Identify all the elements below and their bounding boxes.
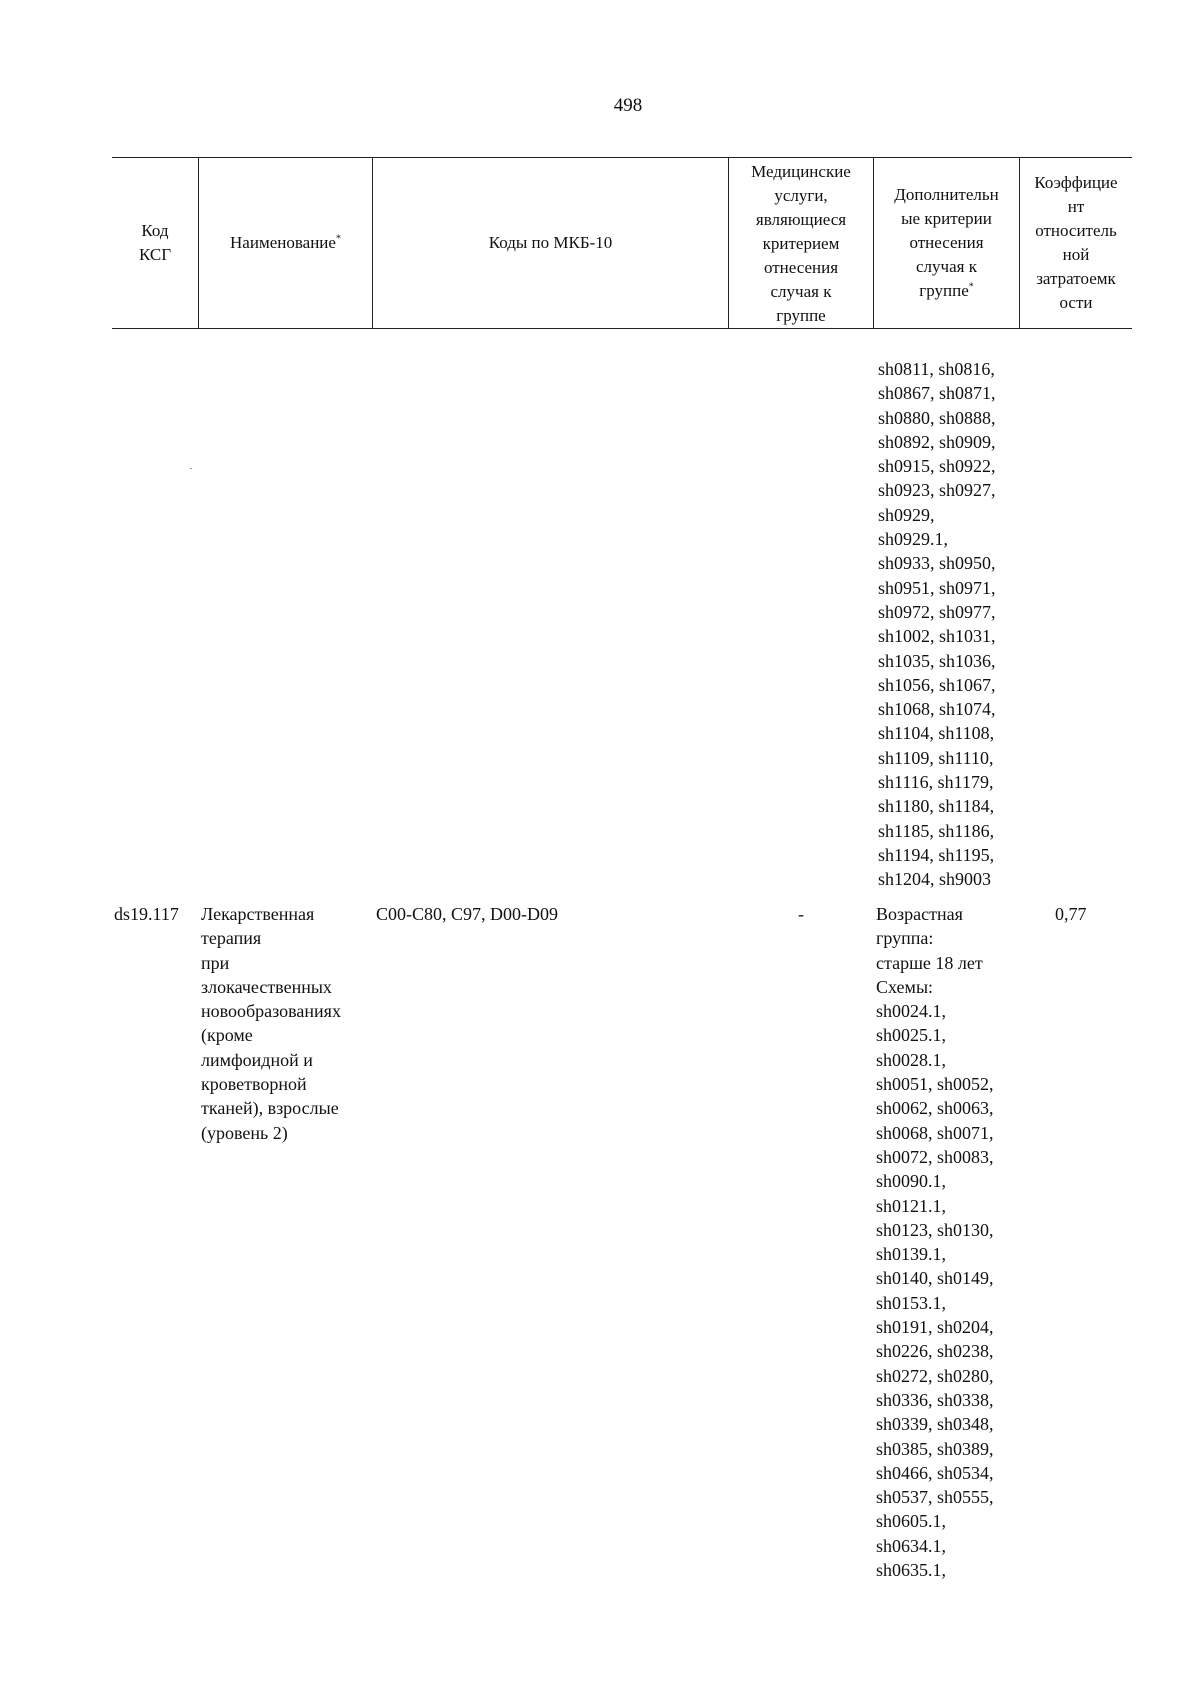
criteria-line: группа:: [876, 928, 934, 949]
row-name-line: злокачественных: [201, 976, 332, 997]
header-services-line: критерием: [762, 234, 840, 253]
criteria-line: sh1104, sh1108,: [878, 723, 995, 744]
criteria-line: sh0339, sh0348,: [876, 1414, 994, 1435]
criteria-line: sh0072, sh0083,: [876, 1146, 994, 1167]
criteria-line: sh0537, sh0555,: [876, 1487, 994, 1508]
row-name-line: терапия: [201, 928, 262, 949]
row-coefficient: 0,77: [1055, 904, 1087, 924]
row-name: [201, 902, 341, 1145]
row-icd: C00-C80, C97, D00-D09: [376, 904, 559, 924]
criteria-line: sh0466, sh0534,: [876, 1462, 994, 1483]
criteria-line: sh0191, sh0204,: [876, 1317, 994, 1338]
criteria-line: Возрастная: [876, 904, 963, 924]
criteria-line: sh0051, sh0052,: [876, 1074, 994, 1095]
criteria-line: sh0972, sh0977,: [878, 601, 996, 622]
criteria-line: sh1180, sh1184,: [878, 796, 995, 817]
header-criteria-line: Дополнительн: [894, 185, 999, 204]
criteria-line: sh0272, sh0280,: [876, 1365, 994, 1386]
header-services-line: являющиеся: [755, 210, 847, 229]
criteria-line: sh0068, sh0071,: [876, 1122, 994, 1143]
criteria-line: sh0024.1,: [876, 1001, 947, 1022]
row-name-line: (уровень 2): [201, 1122, 288, 1143]
row-name-line: при: [201, 952, 230, 973]
row-criteria: [876, 902, 994, 1582]
criteria-line: sh1185, sh1186,: [878, 820, 995, 841]
header-services-line: услуги,: [774, 186, 828, 205]
header-criteria-line: случая к: [916, 257, 977, 276]
row-name-line: лимфоидной и: [201, 1049, 313, 1070]
row-name-line: новообразованиях: [201, 1001, 341, 1022]
criteria-line: sh0635.1,: [876, 1560, 947, 1581]
row-name-line: тканей), взрослые: [201, 1098, 339, 1119]
criteria-line: sh0605.1,: [876, 1511, 947, 1532]
criteria-line: sh0121.1,: [876, 1195, 947, 1216]
header-services-line: группе: [776, 306, 826, 325]
header-services-line: отнесения: [763, 258, 839, 277]
header-code: Код КСГ: [138, 221, 172, 264]
criteria-line: sh1116, sh1179,: [878, 772, 994, 793]
criteria-line: sh0385, sh0389,: [876, 1438, 994, 1459]
criteria-line: sh0090.1,: [876, 1171, 947, 1192]
header-services-line: Медицинские: [751, 162, 851, 181]
criteria-line: sh0226, sh0238,: [876, 1341, 994, 1362]
criteria-line: sh0025.1,: [876, 1025, 947, 1046]
criteria-line: sh1035, sh1036,: [878, 650, 996, 671]
criteria-line: sh1068, sh1074,: [878, 699, 996, 720]
criteria-line: sh0123, sh0130,: [876, 1219, 994, 1240]
page-number: 498: [613, 95, 643, 116]
stray-mark: [190, 468, 192, 469]
criteria-line: sh0028.1,: [876, 1049, 947, 1070]
header-services-line: случая к: [770, 282, 832, 301]
row-name-line: Лекарственная: [201, 904, 315, 924]
table-header: [112, 157, 1132, 329]
criteria-line: sh0880, sh0888,: [878, 407, 996, 428]
header-coefficient-line: относитель: [1035, 221, 1117, 240]
criteria-line: sh0140, sh0149,: [876, 1268, 994, 1289]
criteria-line: sh1204, sh9003: [878, 869, 992, 890]
criteria-line: sh0951, sh0971,: [878, 577, 996, 598]
criteria-line: sh0929.1,: [878, 529, 949, 550]
row-name-line: кроветворной: [201, 1074, 307, 1095]
header-coefficient: [1019, 158, 1132, 328]
header-icd: Коды по МКБ-10: [372, 158, 728, 328]
header-criteria: Дополнительн ые критерии отнесения случая к группе*: [873, 158, 1019, 328]
criteria-line: sh0634.1,: [876, 1535, 947, 1556]
header-coefficient-line: затратоемк: [1036, 269, 1116, 288]
row-services: -: [798, 904, 804, 924]
criteria-line: sh0336, sh0338,: [876, 1389, 994, 1410]
header-services: [728, 158, 873, 328]
criteria-line: sh0867, sh0871,: [878, 383, 996, 404]
criteria-line: sh0923, sh0927,: [878, 480, 996, 501]
criteria-line: sh0929,: [878, 504, 935, 525]
criteria-line: sh0062, sh0063,: [876, 1098, 994, 1119]
header-coefficient-line: ной: [1062, 245, 1090, 264]
header-coefficient-line: ости: [1059, 293, 1093, 312]
criteria-line: sh1194, sh1195,: [878, 844, 995, 865]
row-name-line: (кроме: [201, 1025, 253, 1046]
criteria-line: Схемы:: [876, 976, 934, 997]
continuation-criteria: [878, 357, 996, 892]
header-coefficient-line: Коэффицие: [1034, 173, 1118, 192]
criteria-line: sh0153.1,: [876, 1292, 947, 1313]
criteria-line: sh1109, sh1110,: [878, 747, 994, 768]
criteria-line: sh0892, sh0909,: [878, 431, 996, 452]
criteria-line: sh0915, sh0922,: [878, 456, 996, 477]
header-criteria-line: отнесения: [909, 233, 984, 252]
header-coefficient-line: нт: [1067, 197, 1085, 216]
criteria-line: sh0139.1,: [876, 1244, 947, 1265]
row-code: ds19.117: [114, 904, 179, 924]
header-criteria-line: ые критерии: [901, 209, 992, 228]
criteria-line: sh0933, sh0950,: [878, 553, 996, 574]
header-name: Наименование*: [198, 158, 372, 328]
criteria-line: sh0811, sh0816,: [878, 359, 995, 379]
criteria-line: старше 18 лет: [876, 952, 983, 973]
criteria-line: sh1056, sh1067,: [878, 674, 996, 695]
criteria-line: sh1002, sh1031,: [878, 626, 996, 647]
